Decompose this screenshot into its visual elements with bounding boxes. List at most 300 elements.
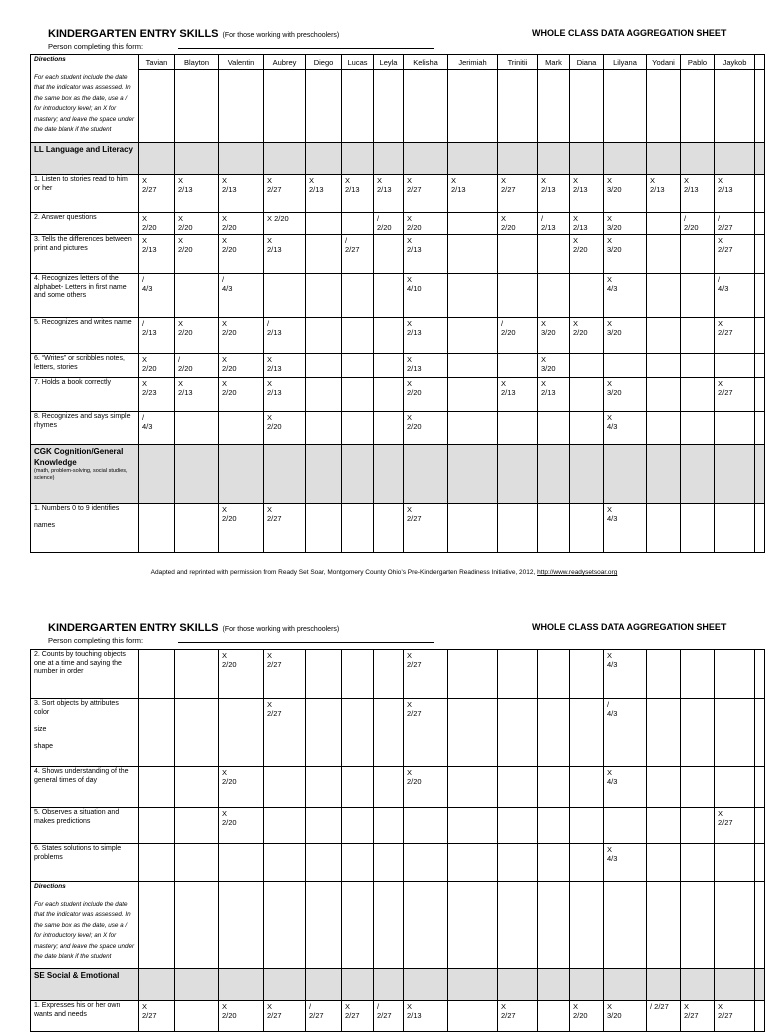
assessment-cell[interactable]: X 4/10 [404,274,448,318]
assessment-cell[interactable]: X 3/20 [604,175,647,213]
assessment-cell[interactable] [306,808,342,844]
section-blank-cell [755,969,765,1001]
assessment-cell[interactable] [681,699,715,767]
assessment-cell[interactable] [219,412,264,445]
assessment-cell[interactable]: X 2/23 [139,378,175,412]
assessment-cell[interactable] [374,808,404,844]
assessment-cell[interactable]: / 2/27 [715,213,755,235]
extra-cell[interactable] [755,213,765,235]
assessment-cell[interactable] [647,504,681,553]
assessment-cell[interactable] [538,844,570,882]
directions-heading: Directions [34,883,66,890]
assessment-cell[interactable] [647,767,681,808]
assessment-cell[interactable] [681,354,715,378]
section-blank-cell [139,143,175,175]
assessment-cell[interactable] [342,808,374,844]
assessment-cell[interactable] [538,412,570,445]
assessment-cell[interactable] [306,213,342,235]
assessment-cell[interactable] [570,844,604,882]
section-blank-cell [175,445,219,504]
assessment-cell[interactable] [139,844,175,882]
assessment-cell[interactable]: X 2/20 [570,318,604,354]
assessment-cell[interactable] [374,412,404,445]
assessment-cell[interactable]: X 2/20 [219,767,264,808]
assessment-cell[interactable]: X 2/27 [264,699,306,767]
assessment-cell[interactable] [175,844,219,882]
extra-cell[interactable] [755,412,765,445]
assessment-cell[interactable]: X 2/20 [264,412,306,445]
assessment-cell[interactable]: X 2/13 [681,175,715,213]
assessment-cell[interactable] [306,274,342,318]
assessment-cell[interactable] [681,504,715,553]
assessment-cell[interactable]: / 4/3 [604,699,647,767]
assessment-cell[interactable]: X 2/13 [570,213,604,235]
assessment-cell[interactable] [538,235,570,274]
assessment-cell[interactable]: X 2/13 [342,175,374,213]
assessment-cell[interactable]: X 2/20 [219,213,264,235]
assessment-cell[interactable]: X 2/27 [404,650,448,699]
assessment-cell[interactable]: X 3/20 [538,354,570,378]
assessment-cell[interactable]: X 2/13 [264,378,306,412]
assessment-cell[interactable]: / 2/13 [139,318,175,354]
assessment-cell[interactable] [498,412,538,445]
section-blank-cell [538,143,570,175]
assessment-cell[interactable] [498,504,538,553]
assessment-cell[interactable] [139,699,175,767]
assessment-cell[interactable] [647,274,681,318]
assessment-cell[interactable] [681,844,715,882]
assessment-cell[interactable] [498,808,538,844]
assessment-cell[interactable]: X 2/13 [264,235,306,274]
assessment-cell[interactable] [448,650,498,699]
assessment-cell[interactable]: X 2/13 [175,175,219,213]
assessment-cell[interactable] [448,844,498,882]
assessment-cell[interactable] [647,699,681,767]
assessment-cell[interactable] [448,808,498,844]
assessment-cell[interactable]: X 3/20 [538,318,570,354]
extra-cell[interactable] [755,175,765,213]
assessment-cell[interactable]: / 2/20 [681,213,715,235]
blank-cell [681,882,715,969]
assessment-cell[interactable]: X 2/27 [715,808,755,844]
assessment-cell[interactable]: X 3/20 [604,318,647,354]
assessment-cell[interactable]: X 2/27 [715,1001,755,1032]
footer-text: Adapted and reprinted with permission from Ready Set Soar, Montgomery County Ohio’s Pre-Kindergarten Readiness Initiative, 2012, [150,569,536,576]
assessment-cell[interactable] [374,354,404,378]
assessment-cell[interactable]: X 4/3 [604,650,647,699]
blank-cell [175,70,219,143]
assessment-cell[interactable]: X 2/20 [175,318,219,354]
assessment-cell[interactable]: X 4/3 [604,504,647,553]
assessment-cell[interactable]: / 4/3 [219,274,264,318]
assessment-cell[interactable]: X 2/27 [139,175,175,213]
skill-label: 6. States solutions to simple problems [31,844,139,882]
assessment-cell[interactable]: X 4/3 [604,412,647,445]
assessment-cell[interactable] [175,808,219,844]
assessment-cell[interactable] [219,699,264,767]
assessment-cell[interactable] [498,767,538,808]
assessment-cell[interactable] [715,354,755,378]
assessment-cell[interactable]: X 4/3 [604,767,647,808]
assessment-cell[interactable]: X 2/20 [219,504,264,553]
assessment-cell[interactable] [498,354,538,378]
assessment-cell[interactable]: X 4/3 [604,274,647,318]
assessment-cell[interactable] [175,650,219,699]
assessment-cell[interactable] [264,808,306,844]
assessment-cell[interactable]: X 2/27 [715,318,755,354]
assessment-cell[interactable] [342,412,374,445]
assessment-cell[interactable] [374,699,404,767]
assessment-cell[interactable]: X 2/13 [306,175,342,213]
extra-cell[interactable] [755,274,765,318]
assessment-cell[interactable] [448,378,498,412]
skill-label: 4. Recognizes letters of the alphabet- Letters in first name and some others [31,274,139,318]
assessment-cell[interactable]: X 2/13 [538,175,570,213]
assessment-cell[interactable] [570,412,604,445]
assessment-cell[interactable]: X 2/20 [404,412,448,445]
assessment-cell[interactable] [404,844,448,882]
assessment-cell[interactable] [342,354,374,378]
assessment-cell[interactable] [604,354,647,378]
assessment-cell[interactable]: X 2/13 [404,235,448,274]
section-blank-cell [570,969,604,1001]
assessment-cell[interactable] [681,650,715,699]
assessment-cell[interactable] [498,235,538,274]
assessment-cell[interactable] [175,767,219,808]
assessment-cell[interactable]: X 2/27 [342,1001,374,1032]
extra-cell[interactable] [755,1001,765,1032]
assessment-cell[interactable] [570,767,604,808]
directions-heading: Directions [34,56,66,63]
assessment-cell[interactable]: X 2/27 [404,504,448,553]
assessment-cell[interactable] [448,235,498,274]
assessment-cell[interactable] [647,650,681,699]
assessment-cell[interactable] [342,378,374,412]
extra-cell[interactable] [755,504,765,553]
assessment-cell[interactable]: X 2/20 [498,213,538,235]
assessment-cell[interactable] [448,274,498,318]
table-row [31,354,765,378]
assessment-cell[interactable] [570,650,604,699]
assessment-cell[interactable]: X 2/27 [404,175,448,213]
section-blank-cell [264,969,306,1001]
assessment-cell[interactable]: / 2/20 [498,318,538,354]
assessment-cell[interactable] [538,767,570,808]
assessment-cell[interactable] [538,274,570,318]
assessment-cell[interactable] [681,808,715,844]
section-blank-cell [219,445,264,504]
assessment-cell[interactable]: X 2/13 [538,378,570,412]
table-row [31,175,765,213]
assessment-cell[interactable] [448,699,498,767]
assessment-cell[interactable] [538,808,570,844]
assessment-cell[interactable] [538,650,570,699]
assessment-cell[interactable] [448,354,498,378]
assessment-cell[interactable]: X 2/20 [404,378,448,412]
assessment-cell[interactable] [498,650,538,699]
assessment-cell[interactable] [715,650,755,699]
student-name-lucas: Lucas [342,55,374,70]
assessment-cell[interactable]: / 2/20 [374,213,404,235]
assessment-cell[interactable]: X 2/20 [219,318,264,354]
assessment-cell[interactable]: X 2/27 [264,175,306,213]
blank-cell [264,882,306,969]
assessment-cell[interactable] [175,504,219,553]
assessment-cell[interactable]: X 3/20 [604,213,647,235]
assessment-cell[interactable] [306,650,342,699]
assessment-cell[interactable]: X 2/27 [404,699,448,767]
assessment-cell[interactable]: X 2/20 [219,235,264,274]
assessment-cell[interactable] [448,767,498,808]
assessment-cell[interactable] [498,844,538,882]
assessment-cell[interactable]: X 2/20 [219,1001,264,1032]
assessment-cell[interactable] [139,767,175,808]
assessment-cell[interactable]: X 3/20 [604,378,647,412]
extra-cell[interactable] [755,354,765,378]
assessment-cell[interactable] [538,699,570,767]
assessment-cell[interactable]: X 2/20 [404,213,448,235]
assessment-cell[interactable] [374,767,404,808]
student-name-diana: Diana [570,55,604,70]
assessment-cell[interactable] [306,412,342,445]
extra-cell[interactable] [755,767,765,808]
assessment-cell[interactable] [219,844,264,882]
table-row [31,213,765,235]
assessment-cell[interactable] [570,378,604,412]
assessment-cell[interactable] [306,767,342,808]
assessment-cell[interactable] [715,412,755,445]
assessment-cell[interactable]: X 2/13 [139,235,175,274]
assessment-cell[interactable] [175,699,219,767]
assessment-cell[interactable] [374,235,404,274]
assessment-cell[interactable] [374,318,404,354]
assessment-cell[interactable] [175,274,219,318]
assessment-cell[interactable] [498,699,538,767]
assessment-cell[interactable] [570,354,604,378]
assessment-cell[interactable] [538,504,570,553]
table-row [31,378,765,412]
blank-cell [570,70,604,143]
assessment-cell[interactable] [715,767,755,808]
assessment-cell[interactable] [306,504,342,553]
assessment-cell[interactable] [139,808,175,844]
assessment-cell[interactable]: X 2/20 [219,378,264,412]
extra-cell[interactable] [755,235,765,274]
assessment-cell[interactable] [448,318,498,354]
extra-cell[interactable] [755,699,765,767]
assessment-cell[interactable] [306,378,342,412]
assessment-cell[interactable]: X 2/27 [264,504,306,553]
assessment-cell[interactable]: X 2/20 [264,213,306,235]
assessment-cell[interactable]: / 2/20 [175,354,219,378]
assessment-cell[interactable] [647,412,681,445]
assessment-cell[interactable]: X 2/27 [498,175,538,213]
assessment-cell[interactable] [139,504,175,553]
assessment-cell[interactable]: / 2/27 [374,1001,404,1032]
assessment-cell[interactable]: X 2/20 [570,1001,604,1032]
assessment-cell[interactable] [681,318,715,354]
assessment-cell[interactable]: X 2/20 [175,213,219,235]
assessment-cell[interactable] [342,844,374,882]
assessment-cell[interactable]: X 2/13 [374,175,404,213]
assessment-cell[interactable] [264,274,306,318]
assessment-cell[interactable]: / 2/27 [342,235,374,274]
assessment-cell[interactable] [342,274,374,318]
assessment-cell[interactable]: X 2/27 [264,650,306,699]
assessment-cell[interactable] [570,504,604,553]
assessment-cell[interactable] [175,412,219,445]
assessment-cell[interactable]: X 2/20 [219,808,264,844]
assessment-cell[interactable] [681,235,715,274]
assessment-cell[interactable]: X 2/13 [404,354,448,378]
assessment-cell[interactable]: X 2/20 [175,235,219,274]
table-row [31,412,765,445]
assessment-cell[interactable] [342,213,374,235]
assessment-cell[interactable] [681,378,715,412]
assessment-cell[interactable]: / 4/3 [139,412,175,445]
assessment-cell[interactable]: X 2/13 [647,175,681,213]
blank-cell [538,882,570,969]
assessment-cell[interactable] [647,318,681,354]
extra-cell[interactable] [755,844,765,882]
assessment-cell[interactable] [647,235,681,274]
assessment-cell[interactable]: / 2/13 [538,213,570,235]
assessment-cell[interactable]: X 2/20 [139,213,175,235]
assessment-cell[interactable] [342,767,374,808]
assessment-cell[interactable]: / 2/13 [264,318,306,354]
assessment-cell[interactable]: X 2/27 [681,1001,715,1032]
blank-cell [219,882,264,969]
assessment-cell[interactable]: X 2/20 [219,354,264,378]
assessment-cell[interactable]: X 2/13 [570,175,604,213]
section-blank-cell [175,143,219,175]
assessment-cell[interactable] [374,844,404,882]
assessment-cell[interactable] [647,808,681,844]
assessment-cell[interactable]: / 4/3 [715,274,755,318]
assessment-cell[interactable] [448,504,498,553]
blank-cell [219,70,264,143]
assessment-cell[interactable]: X 2/20 [570,235,604,274]
assessment-cell[interactable] [139,650,175,699]
assessment-cell[interactable] [175,1001,219,1032]
assessment-cell[interactable] [306,318,342,354]
assessment-cell[interactable] [374,378,404,412]
assessment-cell[interactable]: X 2/13 [404,318,448,354]
assessment-cell[interactable] [604,808,647,844]
assessment-cell[interactable] [715,699,755,767]
assessment-cell[interactable] [264,844,306,882]
assessment-cell[interactable] [681,274,715,318]
assessment-cell[interactable] [498,274,538,318]
skill-label: 1. Expresses his or her own wants and needs [31,1001,139,1032]
section-blank-cell [404,445,448,504]
assessment-cell[interactable] [264,767,306,808]
assessment-cell[interactable]: X 3/20 [604,1001,647,1032]
extra-cell[interactable] [755,650,765,699]
assessment-cell[interactable] [538,1001,570,1032]
assessment-cell[interactable]: X 2/27 [498,1001,538,1032]
footer-link[interactable]: http://www.readysetsoar.org [537,569,618,576]
assessment-cell[interactable] [647,354,681,378]
extra-cell[interactable] [755,318,765,354]
assessment-cell[interactable] [681,767,715,808]
assessment-cell[interactable] [647,844,681,882]
assessment-cell[interactable] [570,699,604,767]
assessment-cell[interactable] [448,412,498,445]
assessment-cell[interactable] [715,504,755,553]
assessment-cell[interactable] [448,1001,498,1032]
assessment-cell[interactable] [306,354,342,378]
assessment-cell[interactable]: X 2/27 [715,378,755,412]
assessment-cell[interactable] [374,274,404,318]
assessment-cell[interactable] [306,844,342,882]
assessment-cell[interactable]: X 2/13 [264,354,306,378]
extra-cell[interactable] [755,378,765,412]
assessment-cell[interactable]: / 4/3 [139,274,175,318]
assessment-cell[interactable] [404,808,448,844]
assessment-cell[interactable]: X 2/27 [715,235,755,274]
assessment-cell[interactable]: / 2/27 [647,1001,681,1032]
table-row [31,274,765,318]
blank-cell [448,70,498,143]
student-name-jerimiah: Jerimiah [448,55,498,70]
assessment-cell[interactable]: X 2/27 [139,1001,175,1032]
assessment-cell[interactable] [374,504,404,553]
extra-cell[interactable] [755,808,765,844]
blank-cell [604,882,647,969]
person-signature-line[interactable] [178,48,434,49]
assessment-cell[interactable]: X 4/3 [604,844,647,882]
assessment-cell[interactable] [306,235,342,274]
section-blank-cell [498,969,538,1001]
assessment-cell[interactable]: X 3/20 [604,235,647,274]
assessment-cell[interactable]: X 2/13 [404,1001,448,1032]
assessment-cell[interactable] [342,318,374,354]
assessment-cell[interactable]: X 2/20 [139,354,175,378]
assessment-cell[interactable]: X 2/13 [448,175,498,213]
assessment-cell[interactable]: X 2/13 [498,378,538,412]
assessment-cell[interactable] [342,650,374,699]
assessment-cell[interactable] [342,504,374,553]
assessment-cell[interactable]: / 2/27 [306,1001,342,1032]
assessment-cell[interactable] [374,650,404,699]
assessment-cell[interactable]: X 2/13 [219,175,264,213]
assessment-cell[interactable] [647,213,681,235]
assessment-cell[interactable] [306,699,342,767]
assessment-cell[interactable] [647,378,681,412]
assessment-cell[interactable] [570,808,604,844]
assessment-cell[interactable]: X 2/13 [175,378,219,412]
assessment-cell[interactable] [448,213,498,235]
assessment-cell[interactable]: X 2/27 [264,1001,306,1032]
blank-cell [715,70,755,143]
assessment-cell[interactable]: X 2/13 [715,175,755,213]
assessment-cell[interactable] [681,412,715,445]
section-title [31,445,139,504]
assessment-cell[interactable] [715,844,755,882]
section-blank-cell [448,969,498,1001]
assessment-cell[interactable] [342,699,374,767]
blank-cell [570,882,604,969]
assessment-cell[interactable]: X 2/20 [219,650,264,699]
student-name-leyla: Leyla [374,55,404,70]
assessment-cell[interactable]: X 2/20 [404,767,448,808]
person-label: Person completing this form: [48,42,144,51]
section-blank-cell [404,969,448,1001]
assessment-cell[interactable] [570,274,604,318]
section-blank-cell [498,143,538,175]
person-signature-line-2[interactable] [178,642,434,643]
